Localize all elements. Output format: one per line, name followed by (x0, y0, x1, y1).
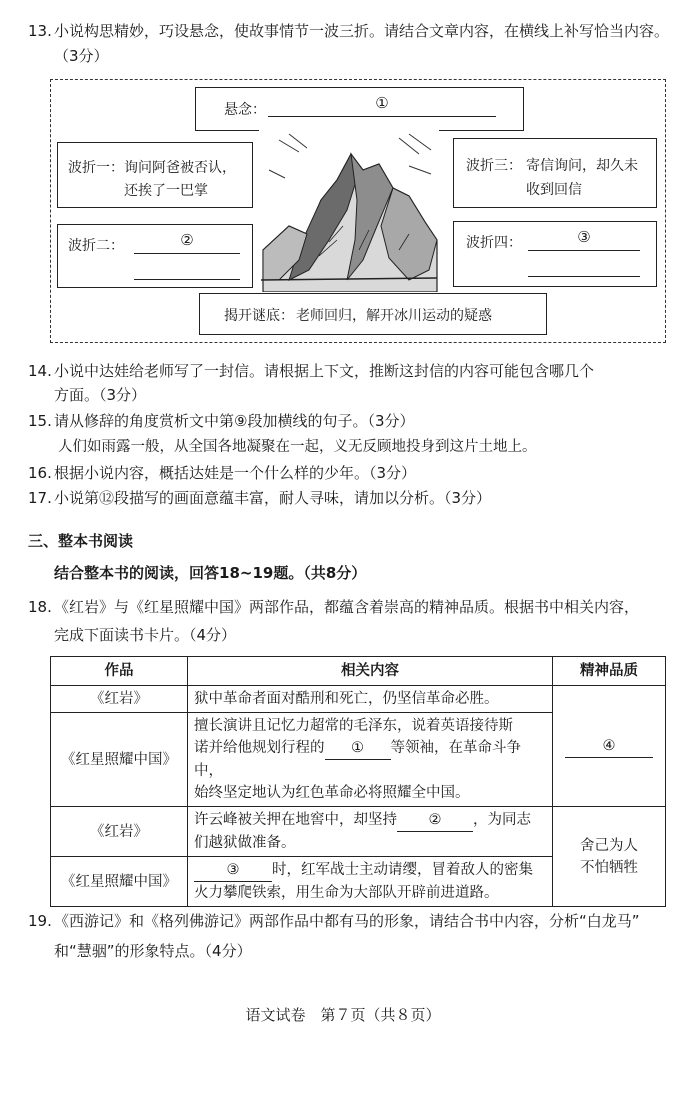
row4-content (188, 857, 553, 907)
twist-three-text: 寄信询问，却久未 (526, 158, 638, 174)
twist-four-blank: ③ (528, 228, 640, 251)
q18-text-2: 完成下面读书卡片。（4分） (54, 626, 237, 644)
q19-text-2: 和“慧骃”的形象特点。（4分） (54, 942, 252, 960)
row4-post: 时，红军战士主动请缨，冒着敌人的密集 (272, 862, 533, 878)
row1-work: 《红岩》 (51, 686, 188, 713)
row1-content: 狱中革命者面对酷刑和死亡，仍坚信革命必胜。 (188, 686, 553, 713)
row3-pre: 许云峰被关押在地窖中，却坚持 (194, 812, 397, 828)
twist-three-text-2: 收到回信 (526, 182, 582, 198)
q17-text: 小说第⑫段描写的画面意蕴丰富，耐人寻味，请加以分析。（3分） (54, 489, 492, 507)
row3-content (188, 807, 553, 857)
row3-work: 《红岩》 (51, 807, 188, 857)
twist-two-blank-2 (134, 259, 240, 280)
suspense-label: 悬念： (224, 102, 266, 118)
q18-prompt (28, 596, 639, 618)
header-content: 相关内容 (188, 657, 553, 686)
row2-line-3: 始终坚定地认为红色革命必将照耀全中国。 (194, 785, 470, 801)
twist-one-label: 波折一： (68, 160, 124, 176)
twist-two-blank: ② (134, 231, 240, 254)
row2-line-2 (194, 737, 546, 782)
quality-cell-1 (553, 686, 666, 807)
table-row (51, 807, 666, 857)
q19-prompt (28, 910, 640, 932)
q19-number: 19. (28, 912, 52, 930)
suspense-blank: ① (268, 94, 496, 117)
q16-text: 根据小说内容，概括达娃是一个什么样的少年。（3分） (54, 464, 417, 482)
plot-diagram (50, 79, 666, 343)
quality-text-1: 舍己为人 (580, 837, 638, 854)
quality-text-2: 不怕牺牲 (580, 859, 638, 876)
row3-line-2: 们越狱做准备。 (194, 835, 296, 851)
q15-text: 请从修辞的角度赏析文中第⑨段加横线的句子。（3分） (54, 412, 415, 430)
row3-blank: ② (397, 809, 473, 832)
suspense-box (195, 87, 524, 131)
q15-prompt (28, 410, 415, 432)
reveal-label: 揭开谜底： (224, 308, 294, 324)
q14-text-2: 方面。（3分） (54, 386, 147, 404)
twist-two-label: 波折二： (68, 238, 124, 254)
q17-prompt (28, 487, 491, 509)
q14-number: 14. (28, 362, 52, 380)
twist-four-blank-2 (528, 256, 640, 277)
row2-post: 等领袖，在革命斗争中， (194, 740, 521, 779)
row4-line-2: 火力攀爬铁索，用生命为大部队开辟前进道路。 (194, 885, 499, 901)
twist-four-label: 波折四： (466, 235, 522, 251)
table-header-row (51, 657, 666, 686)
twist-two-box (57, 224, 253, 288)
twist-four-box (453, 221, 657, 287)
row2-content (188, 713, 553, 807)
q15-number: 15. (28, 412, 52, 430)
quality-blank: ④ (565, 735, 653, 758)
quality-cell-2 (553, 807, 666, 907)
row2-pre: 诺并给他规划行程的 (194, 740, 325, 756)
q19-text: 《西游记》和《格列佛游记》两部作品中都有马的形象，请结合书中内容，分析“白龙马” (54, 912, 640, 930)
row3-line-1 (194, 809, 546, 832)
section-intro: 结合整本书的阅读，回答18~19题。（共8分） (54, 564, 367, 582)
table-row (51, 686, 666, 713)
q13-text: 小说构思精妙，巧设悬念，使故事情节一波三折。请结合文章内容，在横线上补写恰当内容。 (54, 22, 670, 40)
twist-one-box (57, 142, 253, 208)
twist-one-text: 询问阿爸被否认， (124, 160, 236, 176)
twist-three-label: 波折三： (466, 158, 522, 174)
row4-work: 《红星照耀中国》 (51, 857, 188, 907)
q16-number: 16. (28, 464, 52, 482)
row2-work: 《红星照耀中国》 (51, 713, 188, 807)
row2-blank: ① (325, 737, 391, 760)
page-footer: 语文试卷 第７页（共８页） (245, 1006, 441, 1024)
q16-prompt (28, 462, 416, 484)
q15-quote: 人们如雨露一般，从全国各地凝聚在一起，义无反顾地投身到这片土地上。 (58, 439, 537, 455)
q18-text: 《红岩》与《红星照耀中国》两部作品，都蕴含着崇高的精神品质。根据书中相关内容， (54, 598, 640, 616)
q18-number: 18. (28, 598, 52, 616)
row4-blank: ③ (194, 859, 272, 882)
section-title: 三、整本书阅读 (28, 532, 134, 550)
reveal-box (199, 293, 547, 335)
q13-number: 13. (28, 22, 52, 40)
row2-line-1: 擅长演讲且记忆力超常的毛泽东，说着英语接待斯 (194, 718, 513, 734)
reading-card-table (50, 656, 666, 907)
row3-post: ，为同志 (473, 812, 531, 828)
twist-one-text-2: 还挨了一巴掌 (124, 183, 208, 199)
twist-three-box (453, 138, 657, 208)
header-quality: 精神品质 (553, 657, 666, 686)
reveal-text: 老师回归，解开冰川运动的疑惑 (296, 308, 492, 324)
glacier-mountain-illustration (259, 130, 439, 292)
q14-text: 小说中达娃给老师写了一封信。请根据上下文，推断这封信的内容可能包含哪几个 (54, 362, 595, 380)
q13-score: （3分） (54, 47, 109, 65)
row4-line-1 (194, 859, 546, 882)
q14-prompt (28, 360, 594, 382)
header-work: 作品 (51, 657, 188, 686)
q17-number: 17. (28, 489, 52, 507)
q13-prompt (28, 20, 669, 42)
